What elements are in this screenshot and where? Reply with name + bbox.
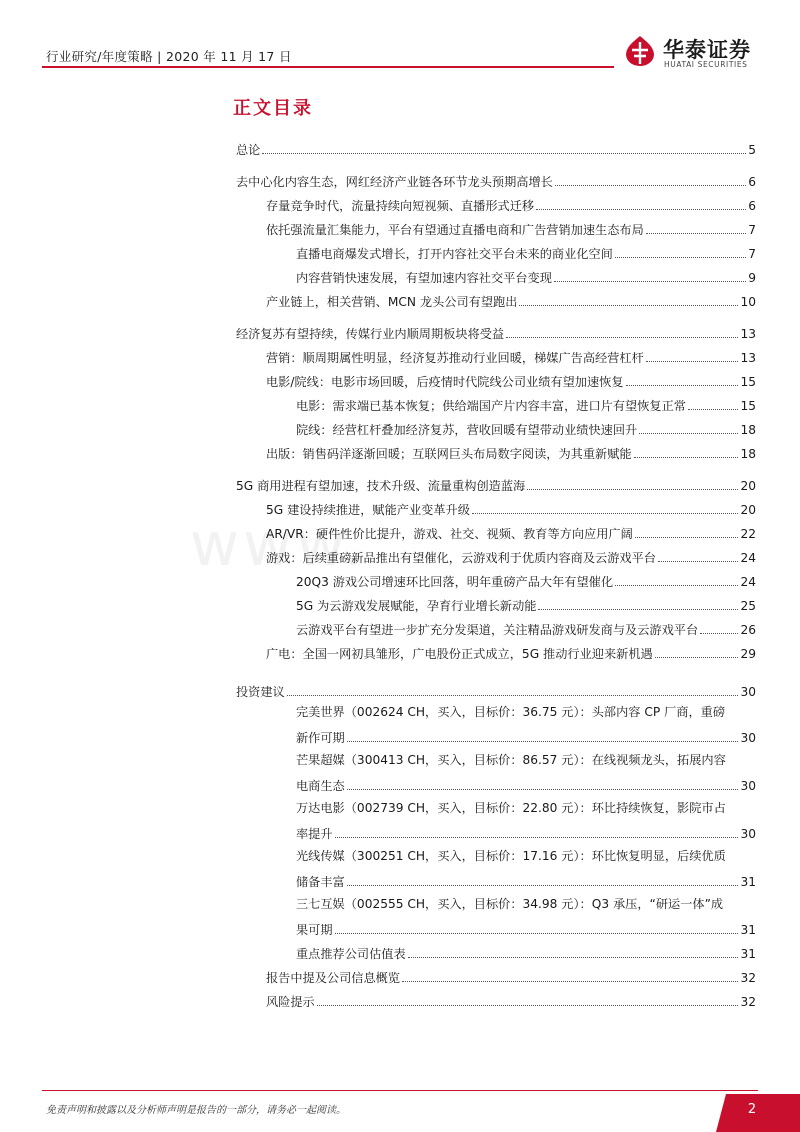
toc-entry-text: 依托强流量汇集能力，平台有望通过直播电商和广告营销加速生态布局 [266,223,644,237]
toc-dot-leader [554,281,746,282]
toc-entry[interactable] [296,944,756,962]
toc-dot-leader [472,513,739,514]
toc-entry-text: 20Q3 游戏公司增速环比回落，明年重磅产品大年有望催化 [296,575,614,589]
toc-entry-text: 风险提示 [266,995,315,1009]
toc-dot-leader [658,561,738,562]
toc-page-number: 29 [740,647,756,661]
toc-entry[interactable] [236,476,756,494]
toc-dot-leader [335,837,739,838]
toc-page-number: 25 [740,599,756,613]
toc-page-number: 15 [740,399,756,413]
toc-entry-text: 出版：销售码洋逐渐回暖；互联网巨头布局数字阅读，为其重新赋能 [266,447,632,461]
toc-entry-text: 5G 商用进程有望加速，技术升级、流量重构创造蓝海 [236,479,526,493]
toc-page-number: 6 [748,175,756,189]
company-logo [623,34,763,70]
toc-dot-leader [538,609,738,610]
toc-dot-leader [626,385,739,386]
toc-dot-leader [408,957,739,958]
toc-entry[interactable] [236,324,756,342]
toc-entry-text[interactable]: 万达电影（002739 CH，买入，目标价：22.80 元）：环比持续恢复，影院市占 [296,801,726,815]
toc-entry-text: 营销：顺周期属性明显，经济复苏推动行业回暖，梯媒广告高经营杠杆 [266,351,644,365]
toc-page-number: 13 [740,327,756,341]
toc-page-number: 15 [740,375,756,389]
toc-entry-text: 5G 建设持续推进，赋能产业变革升级 [266,503,470,517]
toc-entry-text: 报告中提及公司信息概览 [266,971,401,985]
toc-dot-leader [615,585,738,586]
toc-page-number: 20 [740,479,756,493]
toc-page-number: 24 [740,575,756,589]
footer-rule [42,1090,758,1091]
toc-dot-leader [347,885,739,886]
toc-dot-leader [506,337,738,338]
toc-entry[interactable] [266,444,756,462]
toc-page-number: 18 [740,423,756,437]
toc-entry-text[interactable]: 芒果超媒（300413 CH，买入，目标价：86.57 元）：在线视频龙头，拓展内容 [296,753,726,767]
toc-dot-leader [527,489,738,490]
toc-entry-text[interactable]: 光线传媒（300251 CH，买入，目标价：17.16 元）：环比恢复明显，后续优质 [296,849,726,863]
toc-page-number: 6 [748,199,756,213]
toc-entry-text: 经济复苏有望持续，传媒行业内顺周期板块将受益 [236,327,505,341]
toc-entry-text: 投资建议 [236,685,285,699]
watermark: www. [190,510,367,580]
toc-entry[interactable] [296,572,756,590]
toc-entry[interactable] [296,872,756,890]
toc-dot-leader [639,433,738,434]
toc-entry-continuation: 电商生态 [296,779,345,793]
toc-entry[interactable] [266,548,756,566]
footer-disclaimer: 免责声明和披露以及分析师声明是报告的一部分，请务必一起阅读。 [46,1105,346,1116]
toc-page-number: 7 [748,223,756,237]
toc-entry[interactable] [296,728,756,746]
toc-entry[interactable] [266,292,756,310]
toc-entry[interactable] [296,244,756,262]
toc-page-number: 30 [740,685,756,699]
toc-entry-text: 广电：全国一网初具雏形，广电股份正式成立，5G 推动行业迎来新机遇 [266,647,653,661]
toc-page-number: 22 [740,527,756,541]
toc-dot-leader [635,537,739,538]
toc-page-number: 32 [740,971,756,985]
toc-entry[interactable] [266,372,756,390]
header-rule [42,66,614,68]
toc-page-number: 30 [740,731,756,745]
toc-page-number: 32 [740,995,756,1009]
toc-entry-text: 直播电商爆发式增长，打开内容社交平台未来的商业化空间 [296,247,613,261]
toc-dot-leader [555,185,746,186]
toc-page-number: 30 [740,827,756,841]
toc-entry-text: 云游戏平台有望进一步扩充分发渠道，关注精品游戏研发商与及云游戏平台 [296,623,699,637]
toc-dot-leader [262,153,746,154]
toc-dot-leader [287,695,739,696]
toc-dot-leader [655,657,739,658]
toc-dot-leader [347,741,739,742]
logo-chinese-name: 华泰证券 [663,38,751,62]
toc-entry-continuation: 率提升 [296,827,333,841]
toc-entry[interactable] [296,620,756,638]
toc-entry[interactable] [296,396,756,414]
toc-page-number: 31 [740,947,756,961]
toc-dot-leader [347,789,739,790]
toc-entry-text: 去中心化内容生态，网红经济产业链各环节龙头预期高增长 [236,175,553,189]
huatai-logo-icon [623,34,657,68]
toc-entry-text[interactable]: 三七互娱（002555 CH，买入，目标价：34.98 元）：Q3 承压，“研运一体”成 [296,897,724,911]
toc-dot-leader [536,209,746,210]
toc-page-number: 31 [740,923,756,937]
toc-entry-text: 内容营销快速发展，有望加速内容社交平台变现 [296,271,552,285]
toc-entry-continuation: 新作可期 [296,731,345,745]
toc-entry[interactable] [266,196,756,214]
toc-entry-continuation: 果可期 [296,923,333,937]
toc-dot-leader [646,233,746,234]
toc-dot-leader [646,361,739,362]
toc-entry[interactable] [266,968,756,986]
toc-title: 正文目录 [233,98,313,119]
toc-entry-text: 产业链上，相关营销、MCN 龙头公司有望跑出 [266,295,518,309]
toc-entry[interactable] [266,992,756,1010]
toc-entry-text: 总论 [236,143,261,157]
toc-entry[interactable] [266,348,756,366]
toc-entry-text: 电影：需求端已基本恢复；供给端国产片内容丰富，进口片有望恢复正常 [296,399,686,413]
toc-page-number: 10 [740,295,756,309]
toc-entry-text: 院线：经营杠杆叠加经济复苏，营收回暖有望带动业绩快速回升 [296,423,638,437]
toc-page-number: 24 [740,551,756,565]
toc-entry[interactable] [236,172,756,190]
toc-dot-leader [634,457,739,458]
toc-page-number: 31 [740,875,756,889]
toc-page-number: 7 [748,247,756,261]
toc-dot-leader [688,409,738,410]
toc-entry[interactable] [266,644,756,662]
page-number: 2 [747,1102,757,1117]
toc-dot-leader [335,933,739,934]
toc-entry[interactable] [296,920,756,938]
toc-page-number: 18 [740,447,756,461]
toc-entry[interactable] [236,140,756,158]
logo-english-name: HUATAI SECURITIES [664,60,748,69]
toc-page-number: 5 [748,143,756,157]
toc-entry[interactable] [296,420,756,438]
toc-entry-text: 重点推荐公司估值表 [296,947,406,961]
toc-entry[interactable] [296,268,756,286]
toc-page-number: 13 [740,351,756,365]
toc-entry-continuation: 储备丰富 [296,875,345,889]
toc-dot-leader [317,1005,739,1006]
toc-dot-leader [700,633,738,634]
toc-page-number: 26 [740,623,756,637]
toc-entry-text: 5G 为云游戏发展赋能，孕育行业增长新动能 [296,599,537,613]
toc-entry-text: 游戏：后续重磅新品推出有望催化，云游戏利于优质内容商及云游戏平台 [266,551,656,565]
toc-entry-text[interactable]: 完美世界（002624 CH，买入，目标价：36.75 元）：头部内容 CP 厂商，重磅 [296,705,726,719]
toc-entry[interactable] [296,776,756,794]
toc-entry-text: 电影/院线：电影市场回暖，后疫情时代院线公司业绩有望加速恢复 [266,375,624,389]
toc-dot-leader [402,981,738,982]
toc-entry[interactable] [296,596,756,614]
toc-page-number: 20 [740,503,756,517]
toc-page-number: 9 [748,271,756,285]
toc-dot-leader [519,305,738,306]
header-text: 行业研究/年度策略 | 2020 年 11 月 17 日 [46,49,292,64]
toc-entry[interactable] [296,824,756,842]
toc-entry-text: AR/VR：硬件性价比提升，游戏、社交、视频、教育等方向应用广阔 [266,527,633,541]
toc-page-number: 30 [740,779,756,793]
toc-entry[interactable] [266,220,756,238]
toc-entry[interactable] [236,682,756,700]
toc-dot-leader [615,257,746,258]
toc-entry[interactable] [266,524,756,542]
toc-entry[interactable] [266,500,756,518]
toc-entry-text: 存量竞争时代，流量持续向短视频、直播形式迁移 [266,199,535,213]
